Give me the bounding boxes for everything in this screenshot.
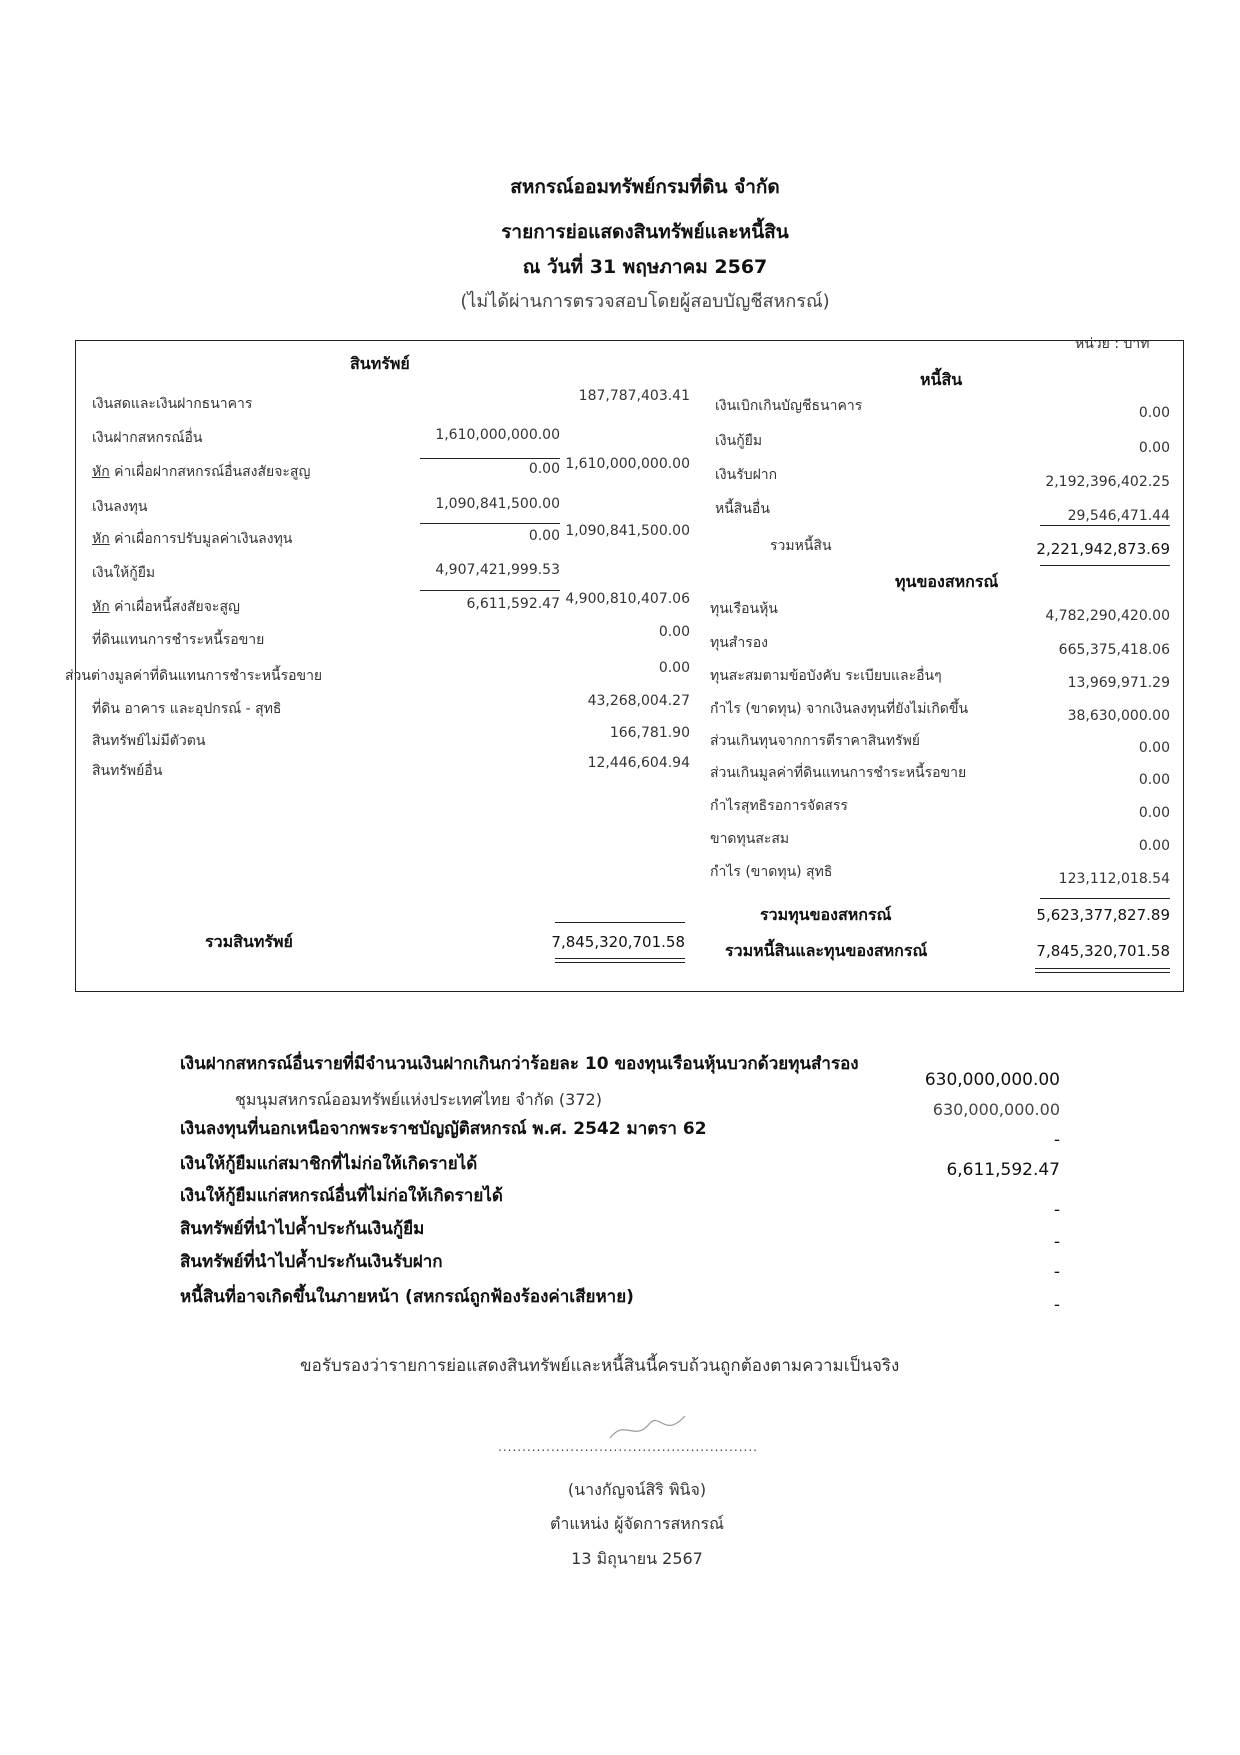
asset-label: [92, 596, 240, 618]
equity-heading: ทุนของสหกรณ์: [895, 572, 999, 591]
asset-total-amount: 43,268,004.27: [587, 693, 690, 709]
equity-label: ส่วนเกินทุนจากการตีราคาสินทรัพย์: [710, 733, 920, 749]
asset-label: [92, 698, 281, 720]
asset-label-text: เงินลงทุน: [92, 499, 148, 515]
asset-label-text: ค่าเผื่อการปรับมูลค่าเงินลงทุน: [109, 531, 293, 547]
equity-value: 665,375,418.06: [1058, 642, 1170, 658]
asset-label: [92, 393, 252, 415]
note-value: -: [1053, 1295, 1060, 1315]
assets-total-value: 7,845,320,701.58: [551, 933, 685, 951]
equity-label: ขาดทุนสะสม: [710, 831, 790, 847]
deduct-prefix: หัก: [92, 531, 110, 547]
note-label: เงินฝากสหกรณ์อื่นรายที่มีจำนวนเงินฝากเกินกว่าร้อยละ 10 ของทุนเรือนหุ้นบวกด้วยทุนสำรอง: [180, 1054, 859, 1074]
equity-total-label: รวมทุนของสหกรณ์: [760, 905, 892, 924]
asset-label: [92, 562, 155, 584]
equity-label: กำไรสุทธิรอการจัดสรร: [710, 798, 848, 814]
asset-label: [92, 629, 264, 651]
asset-label-text: เงินให้กู้ยืม: [92, 565, 156, 581]
asset-total-amount: 0.00: [658, 660, 690, 676]
note-subitem: ชุมนุมสหกรณ์ออมทรัพย์แห่งประเทศไทย จำกัด (372): [235, 1090, 602, 1109]
liability-label: หนี้สินอื่น: [715, 501, 770, 517]
asset-total-amount: 187,787,403.41: [578, 388, 690, 404]
note-value: -: [1053, 1262, 1060, 1282]
equity-value: 4,782,290,420.00: [1045, 608, 1170, 624]
asset-label: [92, 461, 310, 483]
asset-label: [65, 665, 322, 687]
liabilities-total-label: รวมหนี้สิน: [770, 538, 832, 554]
unit-label: หน่วย : บาท: [1075, 336, 1150, 352]
signer-position: ตำแหน่ง ผู้จัดการสหกรณ์: [550, 1514, 724, 1533]
equity-label: กำไร (ขาดทุน) สุทธิ: [710, 864, 833, 880]
asset-total-amount: 0.00: [658, 624, 690, 640]
note-label: สินทรัพย์ที่นำไปค้ำประกันเงินกู้ยืม: [180, 1219, 425, 1239]
liabilities-total-value: 2,221,942,873.69: [1036, 540, 1170, 558]
report-date: ณ วันที่ 31 พฤษภาคม 2567: [522, 256, 768, 278]
signature-line: ......................................................: [498, 1440, 758, 1454]
asset-sub-amount: 1,090,841,500.00: [435, 496, 560, 512]
note-value: -: [1053, 1130, 1060, 1150]
note-value: 6,611,592.47: [946, 1160, 1060, 1180]
assets-total-label: รวมสินทรัพย์: [205, 932, 293, 951]
equity-total-value: 5,623,377,827.89: [1036, 906, 1170, 924]
sign-date: 13 มิถุนายน 2567: [571, 1549, 703, 1568]
asset-label-text: ที่ดินแทนการชำระหนี้รอขาย: [92, 632, 265, 648]
asset-label-text: สินทรัพย์อื่น: [92, 763, 163, 779]
grand-total-value: 7,845,320,701.58: [1036, 942, 1170, 960]
equity-value: 38,630,000.00: [1067, 708, 1170, 724]
asset-label-text: เงินฝากสหกรณ์อื่น: [92, 430, 203, 446]
asset-total-amount: 166,781.90: [609, 725, 690, 741]
asset-label-text: ค่าเผื่อฝากสหกรณ์อื่นสงสัยจะสูญ: [109, 464, 311, 480]
note-value: 630,000,000.00: [932, 1100, 1060, 1119]
asset-total-amount: 12,446,604.94: [587, 755, 690, 771]
liability-label: เงินกู้ยืม: [715, 433, 763, 449]
asset-total-amount: 4,900,810,407.06: [565, 591, 690, 607]
note-label: สินทรัพย์ที่นำไปค้ำประกันเงินรับฝาก: [180, 1252, 443, 1272]
asset-sub-amount: 4,907,421,999.53: [435, 562, 560, 578]
deduct-prefix: หัก: [92, 599, 110, 615]
asset-sub-amount: 6,611,592.47: [466, 596, 560, 612]
report-title: รายการย่อแสดงสินทรัพย์และหนี้สิน: [501, 221, 789, 243]
certify-text: ขอรับรองว่ารายการย่อแสดงสินทรัพย์และหนี้สินนี้ครบถ้วนถูกต้องตามความเป็นจริง: [300, 1356, 900, 1376]
liability-label: เงินเบิกเกินบัญชีธนาคาร: [715, 398, 863, 414]
equity-value: 0.00: [1138, 740, 1170, 756]
audit-note: (ไม่ได้ผ่านการตรวจสอบโดยผู้สอบบัญชีสหกรณ์): [460, 291, 830, 312]
equity-value: 0.00: [1138, 772, 1170, 788]
liability-value: 29,546,471.44: [1067, 508, 1170, 524]
note-label: หนี้สินที่อาจเกิดขึ้นในภายหน้า (สหกรณ์ถูกฟ้องร้องค่าเสียหาย): [180, 1287, 634, 1307]
asset-label: [92, 427, 202, 449]
asset-label-text: ส่วนต่างมูลค่าที่ดินแทนการชำระหนี้รอขาย: [65, 668, 323, 684]
note-value: -: [1053, 1232, 1060, 1252]
liability-value: 0.00: [1138, 405, 1170, 421]
asset-label: [92, 730, 205, 752]
asset-label: [92, 760, 162, 782]
equity-value: 13,969,971.29: [1067, 675, 1170, 691]
liability-value: 0.00: [1138, 440, 1170, 456]
equity-value: 123,112,018.54: [1058, 871, 1170, 887]
equity-label: ส่วนเกินมูลค่าที่ดินแทนการชำระหนี้รอขาย: [710, 765, 967, 781]
note-value: 630,000,000.00: [924, 1070, 1060, 1090]
asset-label-text: ค่าเผื่อหนี้สงสัยจะสูญ: [109, 599, 240, 615]
note-label: เงินลงทุนที่นอกเหนือจากพระราชบัญญัติสหกรณ์ พ.ศ. 2542 มาตรา 62: [180, 1119, 707, 1139]
note-label: เงินให้กู้ยืมแก่สมาชิกที่ไม่ก่อให้เกิดรายได้: [180, 1154, 478, 1174]
note-value: -: [1053, 1200, 1060, 1220]
asset-sub-amount: 0.00: [528, 461, 560, 477]
equity-label: กำไร (ขาดทุน) จากเงินลงทุนที่ยังไม่เกิดขึ้น: [710, 701, 969, 717]
equity-label: ทุนเรือนหุ้น: [710, 601, 778, 617]
asset-label-text: สินทรัพย์ไม่มีตัวตน: [92, 733, 206, 749]
equity-label: ทุนสะสมตามข้อบังคับ ระเบียบและอื่นๆ: [710, 668, 942, 684]
note-label: เงินให้กู้ยืมแก่สหกรณ์อื่นที่ไม่ก่อให้เกิดรายได้: [180, 1186, 503, 1206]
grand-total-label: รวมหนี้สินและทุนของสหกรณ์: [725, 941, 928, 960]
asset-label-text: ที่ดิน อาคาร และอุปกรณ์ - สุทธิ: [92, 701, 282, 717]
liabilities-heading: หนี้สิน: [920, 370, 963, 389]
equity-label: ทุนสำรอง: [710, 635, 768, 651]
asset-label: [92, 496, 147, 518]
equity-value: 0.00: [1138, 838, 1170, 854]
assets-heading: สินทรัพย์: [350, 354, 410, 373]
asset-sub-amount: 0.00: [528, 528, 560, 544]
asset-total-amount: 1,610,000,000.00: [565, 456, 690, 472]
equity-value: 0.00: [1138, 805, 1170, 821]
signer-name: (นางกัญจน์สิริ พินิจ): [567, 1480, 707, 1499]
deduct-prefix: หัก: [92, 464, 110, 480]
liability-label: เงินรับฝาก: [715, 467, 778, 483]
asset-sub-amount: 1,610,000,000.00: [435, 427, 560, 443]
asset-label: [92, 528, 292, 550]
asset-total-amount: 1,090,841,500.00: [565, 523, 690, 539]
asset-label-text: เงินสดและเงินฝากธนาคาร: [92, 396, 253, 412]
liability-value: 2,192,396,402.25: [1045, 474, 1170, 490]
org-name: สหกรณ์ออมทรัพย์กรมที่ดิน จำกัด: [510, 176, 780, 198]
